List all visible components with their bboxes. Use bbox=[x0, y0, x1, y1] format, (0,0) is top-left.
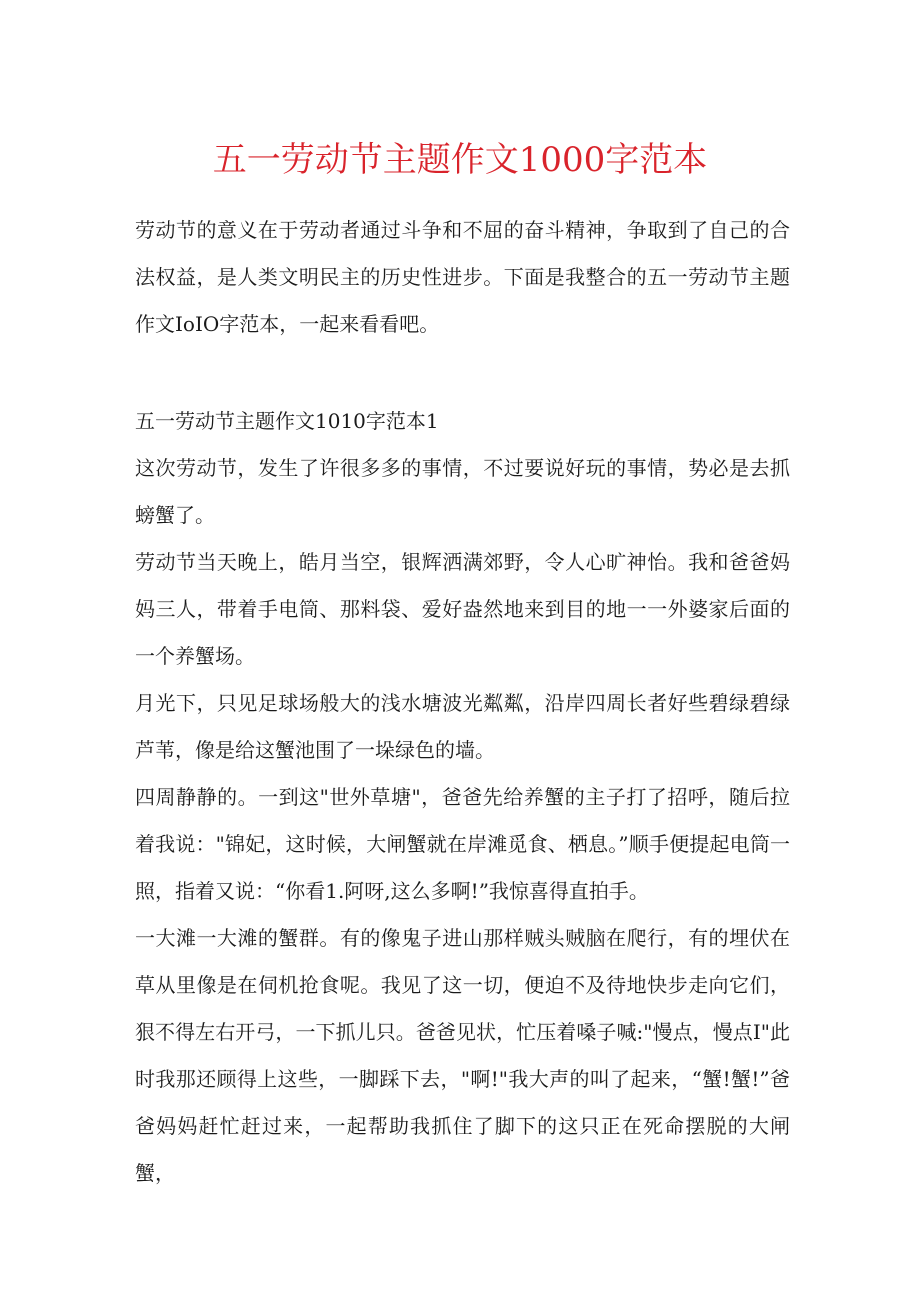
paragraph: 一大滩一大滩的蟹群。有的像鬼子进山那样贼头贼脑在爬行，有的埋伏在草从里像是在伺机抢食呢。我见了这一切，便迫不及待地快步走向它们，狠不得左右开弓，一下抓儿只。爸爸见状，忙压着嗓子喊:"慢点，慢点I"此时我那还顾得上这些，一脚踩下去，"啊!"我大声的叫了起来，“蟹!蟹!”爸爸妈妈赶忙赶过来，一起帮助我抓住了脚下的这只正在死命摆脱的大闸蟹， bbox=[135, 926, 790, 1185]
paragraph: 月光下，只见足球场般大的浅水塘波光粼粼，沿岸四周长者好些碧绿碧绿芦苇，像是给这蟹池围了一垛绿色的墙。 bbox=[135, 691, 790, 762]
essay-section bbox=[135, 398, 790, 1197]
paragraph: 这次劳动节，发生了许很多多的事情，不过要说好玩的事情，势必是去抓螃蟹了。 bbox=[135, 456, 790, 527]
intro-text: 劳动节的意义在于劳动者通过斗争和不屈的奋斗精神，争取到了自己的合法权益，是人类文明民主的历史性进步。下面是我整合的五一劳动节主题作文IoIO字范本，一起来看看吧。 bbox=[135, 218, 790, 336]
intro-paragraph bbox=[135, 207, 790, 348]
section-heading: 五一劳动节主题作文1010字范本1 bbox=[135, 409, 439, 433]
document-title: 五一劳动节主题作文1000字范本 bbox=[212, 140, 708, 180]
paragraph: 劳动节当天晚上，皓月当空，银辉洒满郊野，令人心旷神怡。我和爸爸妈妈三人，带着手电筒、那料袋、爱好盎然地来到目的地一一外婆家后面的一个养蟹场。 bbox=[135, 550, 790, 668]
paragraph: 四周静静的。一到这"世外草塘"，爸爸先给养蟹的主子打了招呼，随后拉着我说："锦妃，这时候，大闸蟹就在岸滩觅食、栖息。”顺手便提起电筒一照，指着又说：“你看1.阿呀,这么多啊!”我惊喜得直拍手。 bbox=[135, 785, 790, 903]
